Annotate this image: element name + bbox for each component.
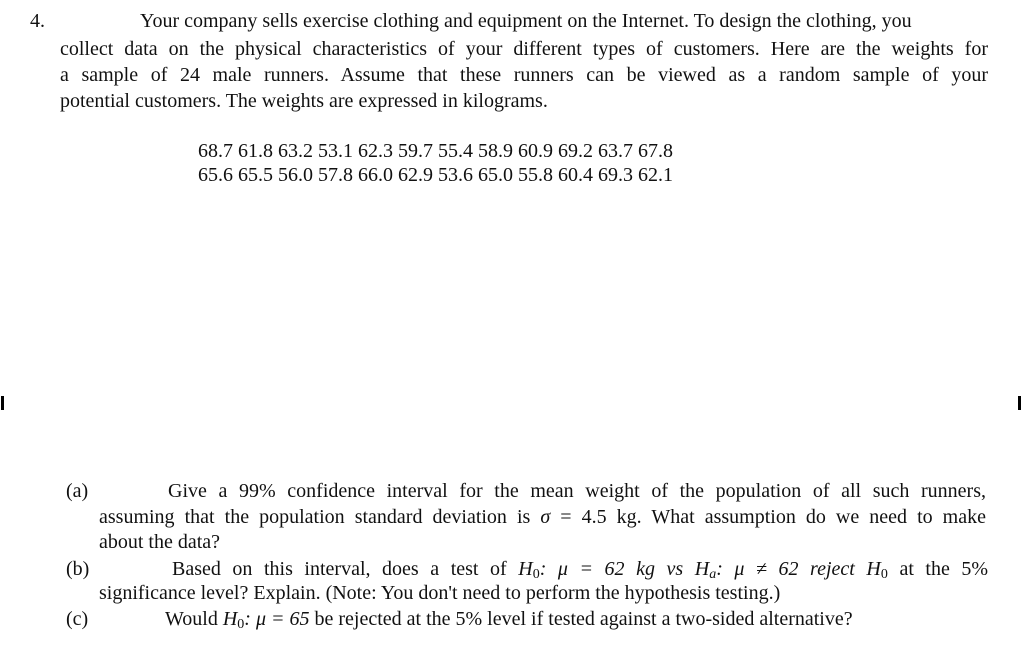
part-a-label: (a) — [66, 480, 89, 502]
part-c-label: (c) — [66, 608, 89, 630]
problem-number: 4. — [30, 10, 45, 32]
part-b-line1-post: at the 5% — [899, 558, 989, 580]
part-b-line1 — [172, 558, 988, 581]
part-a-line2-pre: assuming that the population standard deviation is — [99, 506, 531, 528]
right-edge-mark — [1018, 396, 1021, 410]
null-hypothesis-ref: $H_0$ — [866, 558, 888, 582]
problem-stem-line1: Your company sells exercise clothing and equipment on the Internet. To design the clothing, you — [140, 10, 912, 32]
part-b-line2: significance level? Explain. (Note: You don't need to perform the hypothesis testing.) — [99, 582, 781, 604]
part-c-post: be rejected at the 5% level if tested against a two-sided alternative? — [314, 608, 853, 630]
part-a-line2 — [99, 506, 986, 529]
problem-stem-line2: collect data on the physical characteristics of your different types of customers. Here are the weights for — [60, 38, 988, 60]
problem-stem-line3: a sample of 24 male runners. Assume that these runners can be viewed as a random sample of your — [60, 64, 988, 86]
part-b-label: (b) — [66, 558, 90, 580]
part-b-line1-pre: Based on this interval, does a test of — [172, 558, 507, 580]
left-edge-mark — [1, 396, 4, 410]
null-hypothesis: $H_0$: μ = 62 kg vs — [518, 558, 684, 582]
problem-stem — [60, 36, 988, 114]
problem-stem-line4: potential customers. The weights are expressed in kilograms. — [60, 90, 548, 112]
part-a-line2-post: = 4.5 kg. What assumption do we need to make — [560, 506, 986, 528]
weights-data-row-2: 65.6 65.5 56.0 57.8 66.0 62.9 53.6 65.0 55.8 60.4 69.3 62.1 — [198, 164, 673, 186]
part-c-null-hypothesis: $H_0$: μ = 65 — [222, 608, 310, 632]
part-a-line1: Give a 99% confidence interval for the mean weight of the population of all such runners, — [168, 480, 986, 502]
part-c-line1 — [165, 608, 853, 631]
sigma-symbol: σ — [540, 506, 551, 528]
part-c-pre: Would — [165, 608, 218, 630]
alternative-hypothesis: $H_a$: μ ≠ 62 reject — [694, 558, 855, 582]
part-a-line3: about the data? — [99, 531, 221, 553]
weights-data-row-1: 68.7 61.8 63.2 53.1 62.3 59.7 55.4 58.9 60.9 69.2 63.7 67.8 — [198, 140, 673, 162]
